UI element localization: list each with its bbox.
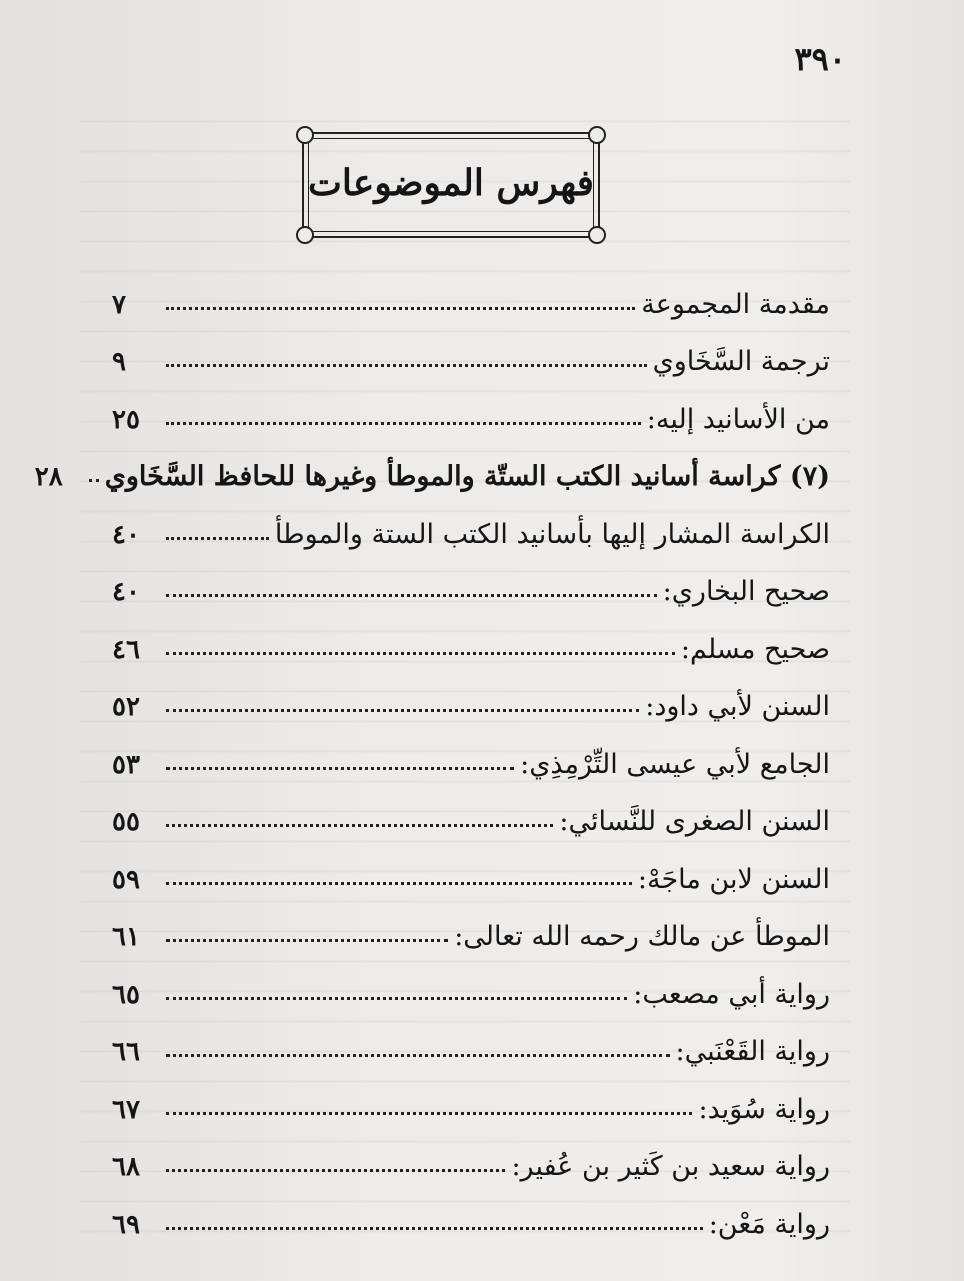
toc-entry (112, 722, 830, 780)
toc-entry-title: الموطأ عن مالك رحمه الله تعالى: (454, 921, 830, 952)
toc-entry (112, 1182, 830, 1240)
page-title: فهرس الموضوعات (307, 162, 595, 204)
toc-entry-page: ٦١ (112, 922, 140, 952)
ornament-corner (588, 126, 606, 144)
toc-entry-page: ٥٣ (112, 749, 140, 780)
table-of-contents (34, 262, 830, 1240)
dot-leader (89, 479, 99, 482)
dot-leader (166, 767, 514, 770)
dot-leader (166, 709, 639, 712)
toc-entry (112, 377, 830, 435)
toc-entry-page: ٥٢ (112, 692, 140, 722)
toc-entry-title: الكراسة المشار إليها بأسانيد الكتب الستة والموطأ (274, 518, 830, 550)
dot-leader (166, 307, 635, 310)
toc-entry-title: رواية سعيد بن كَثير بن عُفير: (511, 1151, 830, 1182)
toc-entry-title: صحيح مسلم: (680, 633, 830, 665)
toc-entry-title: من الأسانيد إليه: (646, 403, 830, 435)
toc-entry-page: ٦٦ (112, 1037, 140, 1067)
dot-leader (166, 364, 647, 367)
toc-entry-page: ٤٠ (112, 519, 140, 550)
toc-entry (112, 607, 830, 665)
toc-entry-title: الجامع لأبي عيسى التِّرْمِذِي: (520, 748, 830, 780)
toc-entry-title: ترجمة السَّخَاوي (652, 346, 830, 377)
toc-entry-title: رواية القَعْنَبي: (675, 1036, 830, 1067)
toc-entry (112, 1010, 830, 1068)
toc-entry-title: (٧) كراسة أسانيد الكتب الستّة والموطأ وغيرها للحافظ السَّخَاوي (104, 461, 830, 492)
toc-entry-title: مقدمة المجموعة (641, 288, 830, 320)
toc-entry (112, 952, 830, 1010)
toc-entry-page: ٦٨ (112, 1152, 140, 1182)
toc-entry (112, 1067, 830, 1125)
toc-entry-page: ٥٩ (112, 864, 140, 895)
dot-leader (166, 652, 675, 655)
toc-entry (112, 320, 830, 378)
toc-entry-title: السنن لابن ماجَهْ: (637, 863, 830, 895)
page-number: ٣٩٠ (794, 40, 846, 78)
toc-entry-page: ٧ (112, 289, 126, 320)
toc-entry-title: صحيح البخاري: (662, 576, 830, 607)
heading-frame (302, 132, 600, 238)
dot-leader (166, 537, 269, 540)
toc-entry-title: رواية مَعْن: (708, 1208, 830, 1240)
toc-entry-page: ٤٠ (112, 577, 140, 607)
toc-entry-page: ٥٥ (112, 807, 140, 837)
toc-entry-page: ٢٥ (112, 404, 140, 435)
toc-entry-page: ٦٥ (112, 979, 140, 1010)
dot-leader (166, 1227, 703, 1230)
dot-leader (166, 1169, 505, 1172)
dot-leader (166, 939, 448, 942)
toc-entry-title: السنن لأبي داود: (645, 691, 830, 722)
toc-entry-title: السنن الصغرى للنَّسائي: (559, 806, 830, 837)
toc-entry (112, 492, 830, 550)
ornament-corner (296, 126, 314, 144)
ornament-corner (588, 226, 606, 244)
toc-entry (112, 895, 830, 953)
dot-leader (166, 1054, 670, 1057)
dot-leader (166, 882, 632, 885)
dot-leader (166, 1112, 692, 1115)
ornament-corner (296, 226, 314, 244)
toc-entry (112, 262, 830, 320)
toc-entry-title: رواية سُوَيد: (698, 1093, 830, 1125)
toc-entry (112, 837, 830, 895)
toc-entry (112, 550, 830, 608)
toc-entry-page: ٩ (112, 347, 126, 377)
toc-entry (34, 435, 830, 493)
toc-entry-title: رواية أبي مصعب: (633, 978, 830, 1010)
dot-leader (166, 594, 657, 597)
toc-entry (112, 665, 830, 723)
dot-leader (166, 824, 553, 827)
toc-entry-page: ٤٦ (112, 634, 140, 665)
dot-leader (166, 422, 641, 425)
toc-entry-page: ٢٨ (34, 462, 63, 492)
dot-leader (166, 997, 627, 1000)
toc-entry-page: ٦٩ (112, 1209, 140, 1240)
toc-entry (112, 780, 830, 838)
toc-entry-page: ٦٧ (112, 1094, 140, 1125)
toc-entry (112, 1125, 830, 1183)
